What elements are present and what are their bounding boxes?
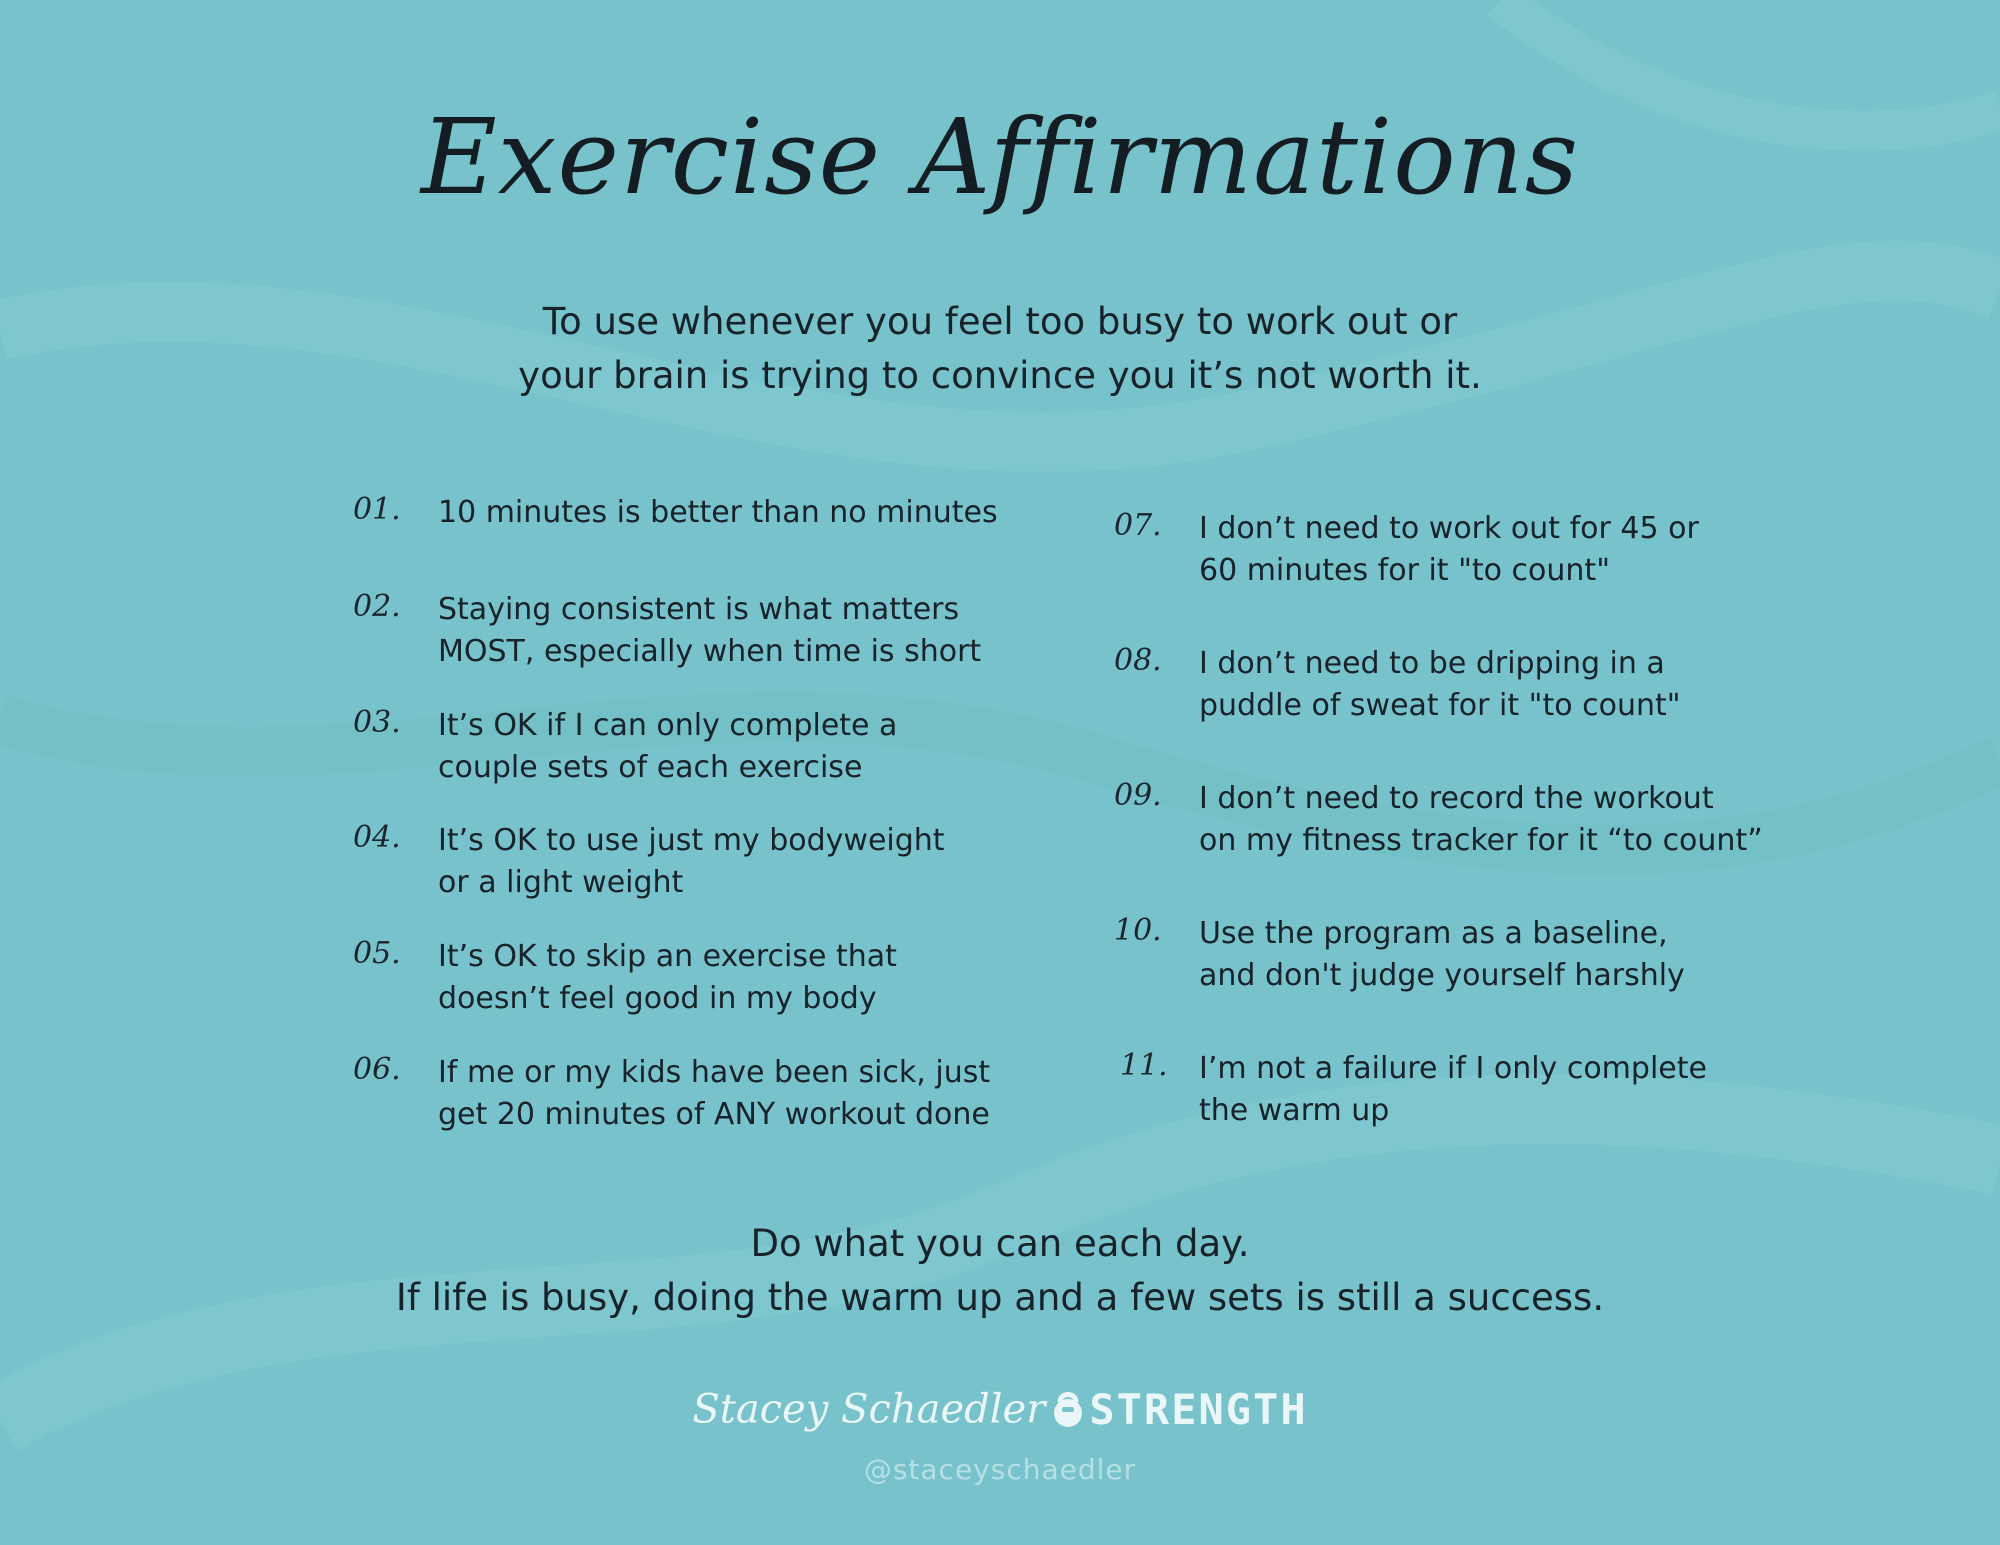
page-title: Exercise Affirmations [420, 96, 1580, 218]
affirmation-text [438, 936, 998, 1020]
affirmation-line: 10 minutes is better than no minutes [438, 495, 998, 530]
affirmation-number: 02. [353, 589, 401, 624]
affirmation-number: 09. [1114, 778, 1162, 813]
subtitle [0, 295, 2000, 403]
brand-script-name: Stacey Schaedler [692, 1386, 1046, 1433]
affirmation-number: 07. [1114, 508, 1162, 543]
affirmation-line: It’s OK to skip an exercise that [438, 939, 897, 974]
affirmation-line: 60 minutes for it "to count" [1199, 553, 1610, 588]
affirmation-text [438, 705, 998, 789]
affirmation-line: Staying consistent is what matters [438, 592, 960, 627]
subtitle-line-1: To use whenever you feel too busy to work out or [542, 300, 1458, 343]
affirmation-number: 10. [1114, 913, 1162, 948]
affirmation-line: I don’t need to record the workout [1199, 781, 1714, 816]
kettlebell-icon [1051, 1388, 1085, 1432]
affirmation-line: I don’t need to be dripping in a [1199, 646, 1665, 681]
closing-line-1: Do what you can each day. [750, 1222, 1250, 1265]
affirmation-number: 08. [1114, 643, 1162, 678]
brand-logo [0, 1385, 2000, 1434]
closing-message [0, 1217, 2000, 1325]
affirmation-text [438, 820, 998, 904]
affirmation-line: and don't judge yourself harshly [1199, 958, 1685, 993]
affirmation-text [1199, 778, 1763, 862]
affirmation-line: I don’t need to work out for 45 or [1199, 511, 1699, 546]
subtitle-line-2: your brain is trying to convince you it’s not worth it. [518, 354, 1482, 397]
affirmation-text [1199, 1048, 1759, 1132]
affirmation-line: on my fitness tracker for it “to count” [1199, 823, 1763, 858]
affirmation-line: or a light weight [438, 865, 684, 900]
affirmation-text [438, 1052, 998, 1136]
affirmation-line: doesn’t feel good in my body [438, 981, 877, 1016]
affirmation-number: 03. [353, 705, 401, 740]
affirmation-text [1199, 643, 1759, 727]
affirmation-number: 05. [353, 936, 401, 971]
affirmation-number: 01. [353, 492, 401, 527]
affirmation-text [1199, 913, 1759, 997]
affirmation-line: Use the program as a baseline, [1199, 916, 1668, 951]
affirmation-line: It’s OK if I can only complete a [438, 708, 898, 743]
affirmation-line: couple sets of each exercise [438, 750, 863, 785]
affirmation-text [438, 589, 998, 673]
affirmation-text [1199, 508, 1759, 592]
social-handle[interactable]: @staceyschaedler [863, 1453, 1137, 1486]
affirmation-text [438, 492, 998, 534]
affirmation-line: It’s OK to use just my bodyweight [438, 823, 945, 858]
affirmation-number: 06. [353, 1052, 401, 1087]
affirmation-line: get 20 minutes of ANY workout done [438, 1097, 990, 1132]
brand-wordmark: STRENGTH [1089, 1385, 1308, 1434]
affirmation-line: If me or my kids have been sick, just [438, 1055, 991, 1090]
affirmation-line: MOST, especially when time is short [438, 634, 982, 669]
closing-line-2: If life is busy, doing the warm up and a few sets is still a success. [395, 1276, 1605, 1319]
affirmation-line: I’m not a failure if I only complete [1199, 1051, 1707, 1086]
affirmation-number: 11. [1120, 1048, 1168, 1083]
affirmation-line: puddle of sweat for it "to count" [1199, 688, 1681, 723]
affirmation-line: the warm up [1199, 1093, 1390, 1128]
affirmation-number: 04. [353, 820, 401, 855]
